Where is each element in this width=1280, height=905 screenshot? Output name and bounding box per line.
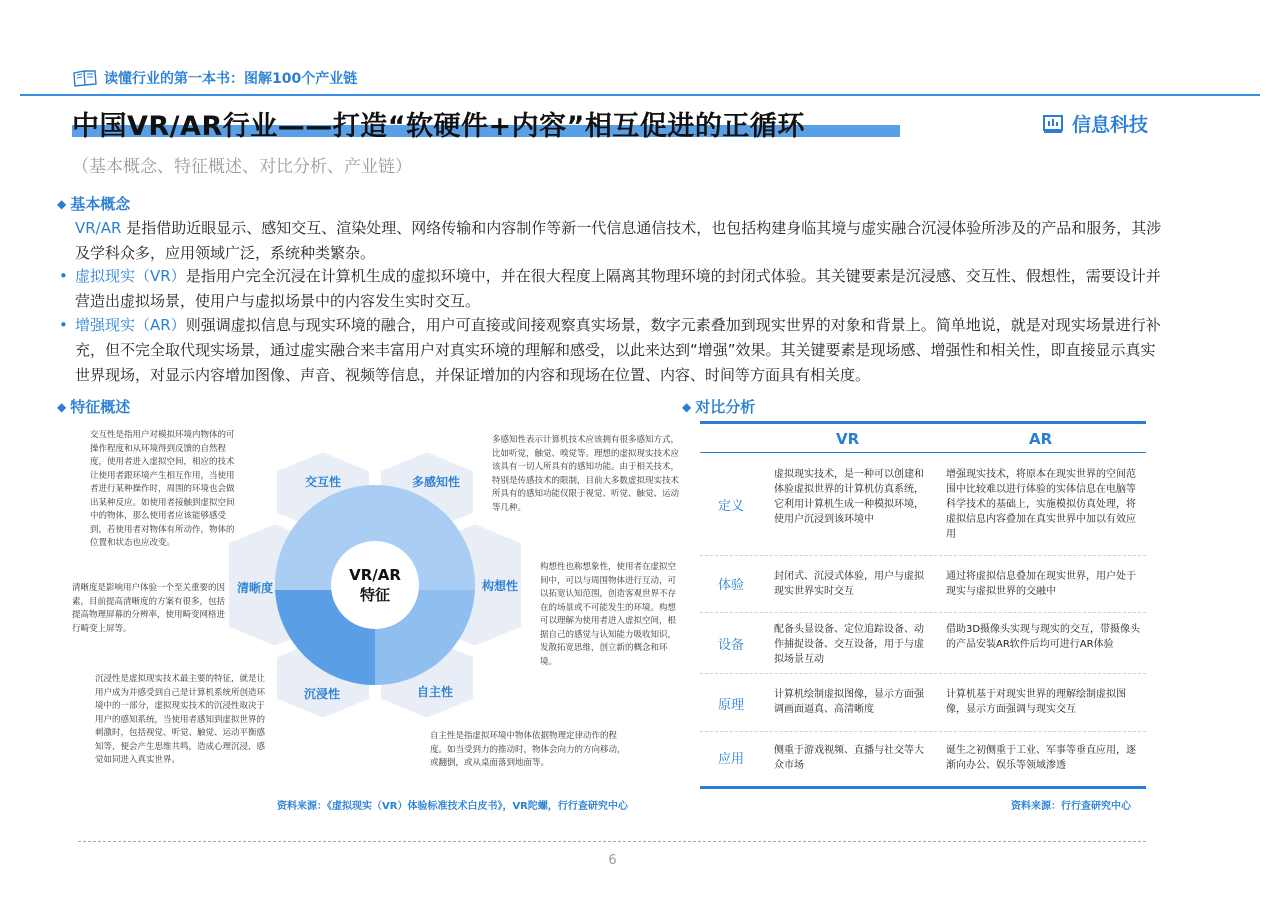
row-label: 设备 xyxy=(717,638,744,653)
bullet-dot: • xyxy=(59,316,68,334)
diamond-icon: ◆ xyxy=(682,399,692,414)
label-imagination: 构想性 xyxy=(481,579,519,593)
cell-vr: 封闭式、沉浸式体验，用户与虚拟现实世界实时交互 xyxy=(774,571,924,597)
section-features-heading: ◆ 特征概述 xyxy=(57,398,131,416)
feature-text-immersion: 沉浸性是虚拟现实技术最主要的特征，就是让用户成为并感受到自己是计算机系统所创造环境中的一部分，虚拟现实技术的沉浸性取决于用户的感知系统，当使用者感知到虚拟世界的刺激时，包括视觉、听觉、触觉、运动平衡感知等，便会产生思维共鸣，造成心理沉浸，感觉如同进入真实世界。 xyxy=(95,674,266,765)
bullet-dot: • xyxy=(59,267,68,285)
section-basic-heading: ◆ 基本概念 xyxy=(57,195,131,213)
center-label-1: VR/AR xyxy=(349,566,401,584)
table-row xyxy=(700,453,1146,556)
label-multi: 多感知性 xyxy=(411,475,461,489)
label-clarity: 清晰度 xyxy=(236,581,274,595)
row-label: 定义 xyxy=(717,499,744,514)
table-row xyxy=(700,556,1146,613)
label-autonomy: 自主性 xyxy=(416,685,454,699)
label-immersion: 沉浸性 xyxy=(303,687,341,701)
col-header-vr: VR xyxy=(836,430,860,448)
cell-ar: 通过将虚拟信息叠加在现实世界，用户处于现实与虚拟世界的交融中 xyxy=(946,571,1136,597)
page-title: 中国VR/AR行业——打造“软硬件+内容”相互促进的正循环 xyxy=(72,111,805,142)
feature-text-clarity: 清晰度是影响用户体验一个至关重要的因素，目前提高清晰度的方案有很多，包括提高物理屏幕的分辨率，使用畸变网格进行畸变上屏等。 xyxy=(72,583,226,634)
feature-text-imagination: 构想性也称想象性，使用者在虚拟空间中，可以与周围物体进行互动，可以拓宽认知范围，创造客观世界不存在的场景或不可能发生的环境。构想可以理解为使用者进入虚拟空间，根据自己的感觉与认知能力吸收知识，发散拓宽思维，创立新的概念和环境。 xyxy=(540,562,677,667)
cell-ar: 诞生之初侧重于工业、军事等垂直应用，逐渐向办公、娱乐等领域渗透 xyxy=(946,745,1136,771)
basic-ar: • 增强现实（AR）则强调虚拟信息与现实环境的融合，用户可直接或间接观察真实场景，数字元素叠加到现实世界的对象和背景上。简单地说，就是对现实场景进行补充，但不完全取代现实场景，通过虚实融合来丰富用户对真实环境的理解和感受，以此来达到“增强”效果。其关键要素是现场感、增强性和相关性，即直接显示真实世界现场，对显示内容增加图像、声音、视频等信息，并保证增加的内容和现场在位置、内容、时间等方面具有相关度。 xyxy=(75,313,1170,388)
cell-ar: 借助3D摄像头实现与现实的交互，带摄像头的产品安装AR软件后均可进行AR体验 xyxy=(946,624,1141,650)
row-label: 体验 xyxy=(717,578,744,593)
page-number: 6 xyxy=(608,853,617,868)
header-divider xyxy=(20,94,1260,96)
basic-intro: VR/AR 是指借助近眼显示、感知交互、渲染处理、网络传输和内容制作等新一代信息通信技术，也包括构建身临其境与虚实融合沉浸体验所涉及的产品和服务，其涉及学科众多，应用领域广泛，系统种类繁杂。 xyxy=(75,219,1162,262)
row-label: 原理 xyxy=(717,698,744,713)
header-brand-text: 读懂行业的第一本书：图解100个产业链 xyxy=(104,71,358,87)
compare-source: 资料来源：行行查研究中心 xyxy=(1011,801,1131,812)
cell-vr: 侧重于游戏视频、直播与社交等大众市场 xyxy=(774,745,924,771)
cell-ar: 增强现实技术，将原本在现实世界的空间范围中比较难以进行体验的实体信息在电脑等科学技术的基础上，实施模拟仿真处理，将虚拟信息内容叠加在真实世界中加以有效应用 xyxy=(946,469,1136,540)
cell-vr: 配备头显设备、定位追踪设备、动作捕捉设备、交互设备，用于与虚拟场景互动 xyxy=(774,624,924,665)
label-interaction: 交互性 xyxy=(304,475,342,489)
col-header-ar: AR xyxy=(1029,430,1053,448)
category-brand-text: 信息科技 xyxy=(1071,114,1148,136)
category-brand xyxy=(1042,110,1148,137)
cell-ar: 计算机基于对现实世界的理解绘制虚拟图像，显示方面强调与现实交互 xyxy=(946,689,1126,715)
table-row xyxy=(700,613,1146,674)
comparison-table xyxy=(700,421,1146,782)
row-label: 应用 xyxy=(717,752,744,767)
cell-vr: 虚拟现实技术，是一种可以创建和体验虚拟世界的计算机仿真系统，它利用计算机生成一种模拟环境，使用户沉浸到该环境中 xyxy=(774,469,924,525)
book-icon xyxy=(72,69,98,87)
diamond-icon: ◆ xyxy=(57,399,67,414)
page-subtitle: （基本概念、特征概述、对比分析、产业链） xyxy=(72,157,412,177)
table-header xyxy=(700,421,1146,453)
feature-text-multi: 多感知性表示计算机技术应该拥有很多感知方式，比如听觉，触觉、嗅觉等。理想的虚拟现实技术应该具有一切人所具有的感知功能。由于相关技术，特别是传感技术的限制，目前大多数虚拟现实技术所具有的感知功能仅限于视觉、听觉、触觉、运动等几种。 xyxy=(492,435,680,513)
basic-vr: • 虚拟现实（VR）是指用户完全沉浸在计算机生成的虚拟环境中，并在很大程度上隔离其物理环境的封闭式体验。其关键要素是沉浸感、交互性、假想性，需要设计并营造出虚拟场景，使用户与虚拟场景中的内容发生实时交互。 xyxy=(75,264,1170,314)
section-compare-heading: ◆ 对比分析 xyxy=(682,398,756,416)
diamond-icon: ◆ xyxy=(57,196,67,211)
table-bottom-rule xyxy=(700,786,1146,789)
cell-vr: 计算机绘制虚拟图像，显示方面强调画面逼真、高清晰度 xyxy=(774,689,924,715)
table-row xyxy=(700,674,1146,732)
center-label-2: 特征 xyxy=(359,586,391,604)
board-icon xyxy=(1042,113,1064,135)
feature-text-autonomy: 自主性是指虚拟环境中物体依据物理定律动作的程度。如当受到力的推动时，物体会向力的方向移动，或翻倒，或从桌面落到地面等。 xyxy=(430,731,626,768)
features-source: 资料来源：《虚拟现实（VR）体验标准技术白皮书》，VR陀螺，行行查研究中心 xyxy=(277,801,628,812)
table-row xyxy=(700,732,1146,782)
footer-divider xyxy=(78,841,1146,842)
center-white xyxy=(331,541,419,629)
feature-text-interaction: 交互性是指用户对模拟环境内物体的可操作程度和从环境得到反馈的自然程度，使用者进入虚拟空间，相应的技术让使用者跟环境产生相互作用，当使用者进行某种操作时，周围的环境也会做出某种反应。如使用者接触到虚拟空间中的物体，那么使用者应该能够感受到，若使用者对物体有所动作，物体的位置和状态也应改变。 xyxy=(90,430,235,548)
header-brand xyxy=(72,68,357,88)
